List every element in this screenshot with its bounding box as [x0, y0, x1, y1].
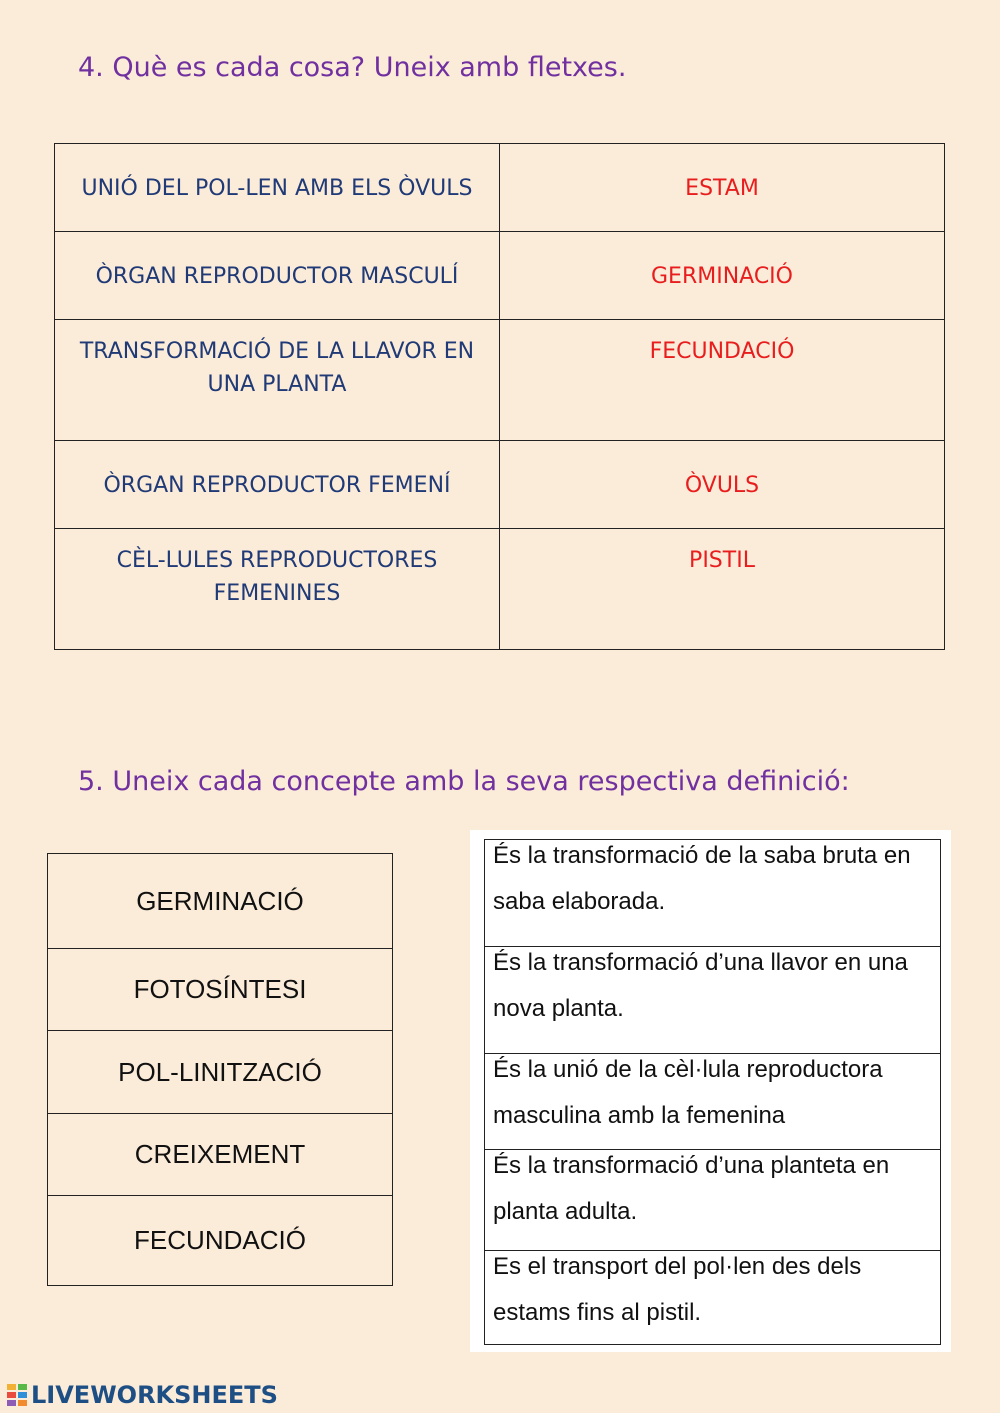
definitions-list — [484, 839, 941, 1345]
concept-item[interactable]: GERMINACIÓ — [48, 854, 392, 949]
concept-item[interactable]: POL-LINITZACIÓ — [48, 1031, 392, 1114]
definition-text: És la transformació de la saba bruta en saba elaborada. — [493, 842, 911, 915]
exercise-4-title: 4. Què es cada cosa? Uneix amb fletxes. — [78, 52, 627, 83]
definition-text: És la transformació d’una planteta en planta adulta. — [493, 1152, 890, 1225]
definition-item[interactable] — [485, 840, 940, 947]
table-row — [55, 232, 945, 320]
matching-table — [54, 143, 945, 650]
concept-item[interactable]: FOTOSÍNTESI — [48, 949, 392, 1031]
brand-name: LIVEWORKSHEETS — [31, 1381, 278, 1409]
definition-item[interactable] — [485, 1251, 940, 1344]
concept-item[interactable]: FECUNDACIÓ — [134, 1225, 306, 1255]
definition-text: És la transformació d’una llavor en una nova planta. — [493, 949, 908, 1022]
footer-logo[interactable] — [6, 1381, 278, 1409]
answer-cell[interactable]: ÒVULS — [500, 441, 945, 529]
answer-cell[interactable]: GERMINACIÓ — [500, 232, 945, 320]
exercise-5-title: 5. Uneix cada concepte amb la seva respectiva definició: — [78, 766, 850, 797]
concept-item[interactable]: CREIXEMENT — [48, 1114, 392, 1196]
answer-cell[interactable]: PISTIL — [500, 529, 945, 650]
definition-text: Es el transport del pol·len des dels estams fins al pistil. — [493, 1253, 862, 1326]
table-row — [55, 320, 945, 441]
answer-cell[interactable]: FECUNDACIÓ — [500, 320, 945, 441]
term-cell[interactable]: CÈL-LULES REPRODUCTORES FEMENINES — [55, 529, 500, 650]
concepts-list — [47, 853, 393, 1286]
definition-text: És la unió de la cèl·lula reproductora masculina amb la femenina — [493, 1056, 883, 1129]
answer-cell[interactable]: ESTAM — [500, 144, 945, 232]
definitions-panel — [470, 830, 951, 1352]
definition-item[interactable] — [485, 1054, 940, 1150]
table-row — [55, 144, 945, 232]
term-cell[interactable]: ÒRGAN REPRODUCTOR FEMENÍ — [55, 441, 500, 529]
term-cell[interactable]: TRANSFORMACIÓ DE LA LLAVOR EN UNA PLANTA — [55, 320, 500, 441]
table-row — [55, 529, 945, 650]
definition-item[interactable] — [485, 947, 940, 1054]
table-row — [55, 441, 945, 529]
term-cell[interactable]: ÒRGAN REPRODUCTOR MASCULÍ — [55, 232, 500, 320]
term-cell[interactable]: UNIÓ DEL POL-LEN AMB ELS ÒVULS — [55, 144, 500, 232]
definition-item[interactable] — [485, 1150, 940, 1251]
liveworksheets-logo-icon — [6, 1382, 28, 1408]
